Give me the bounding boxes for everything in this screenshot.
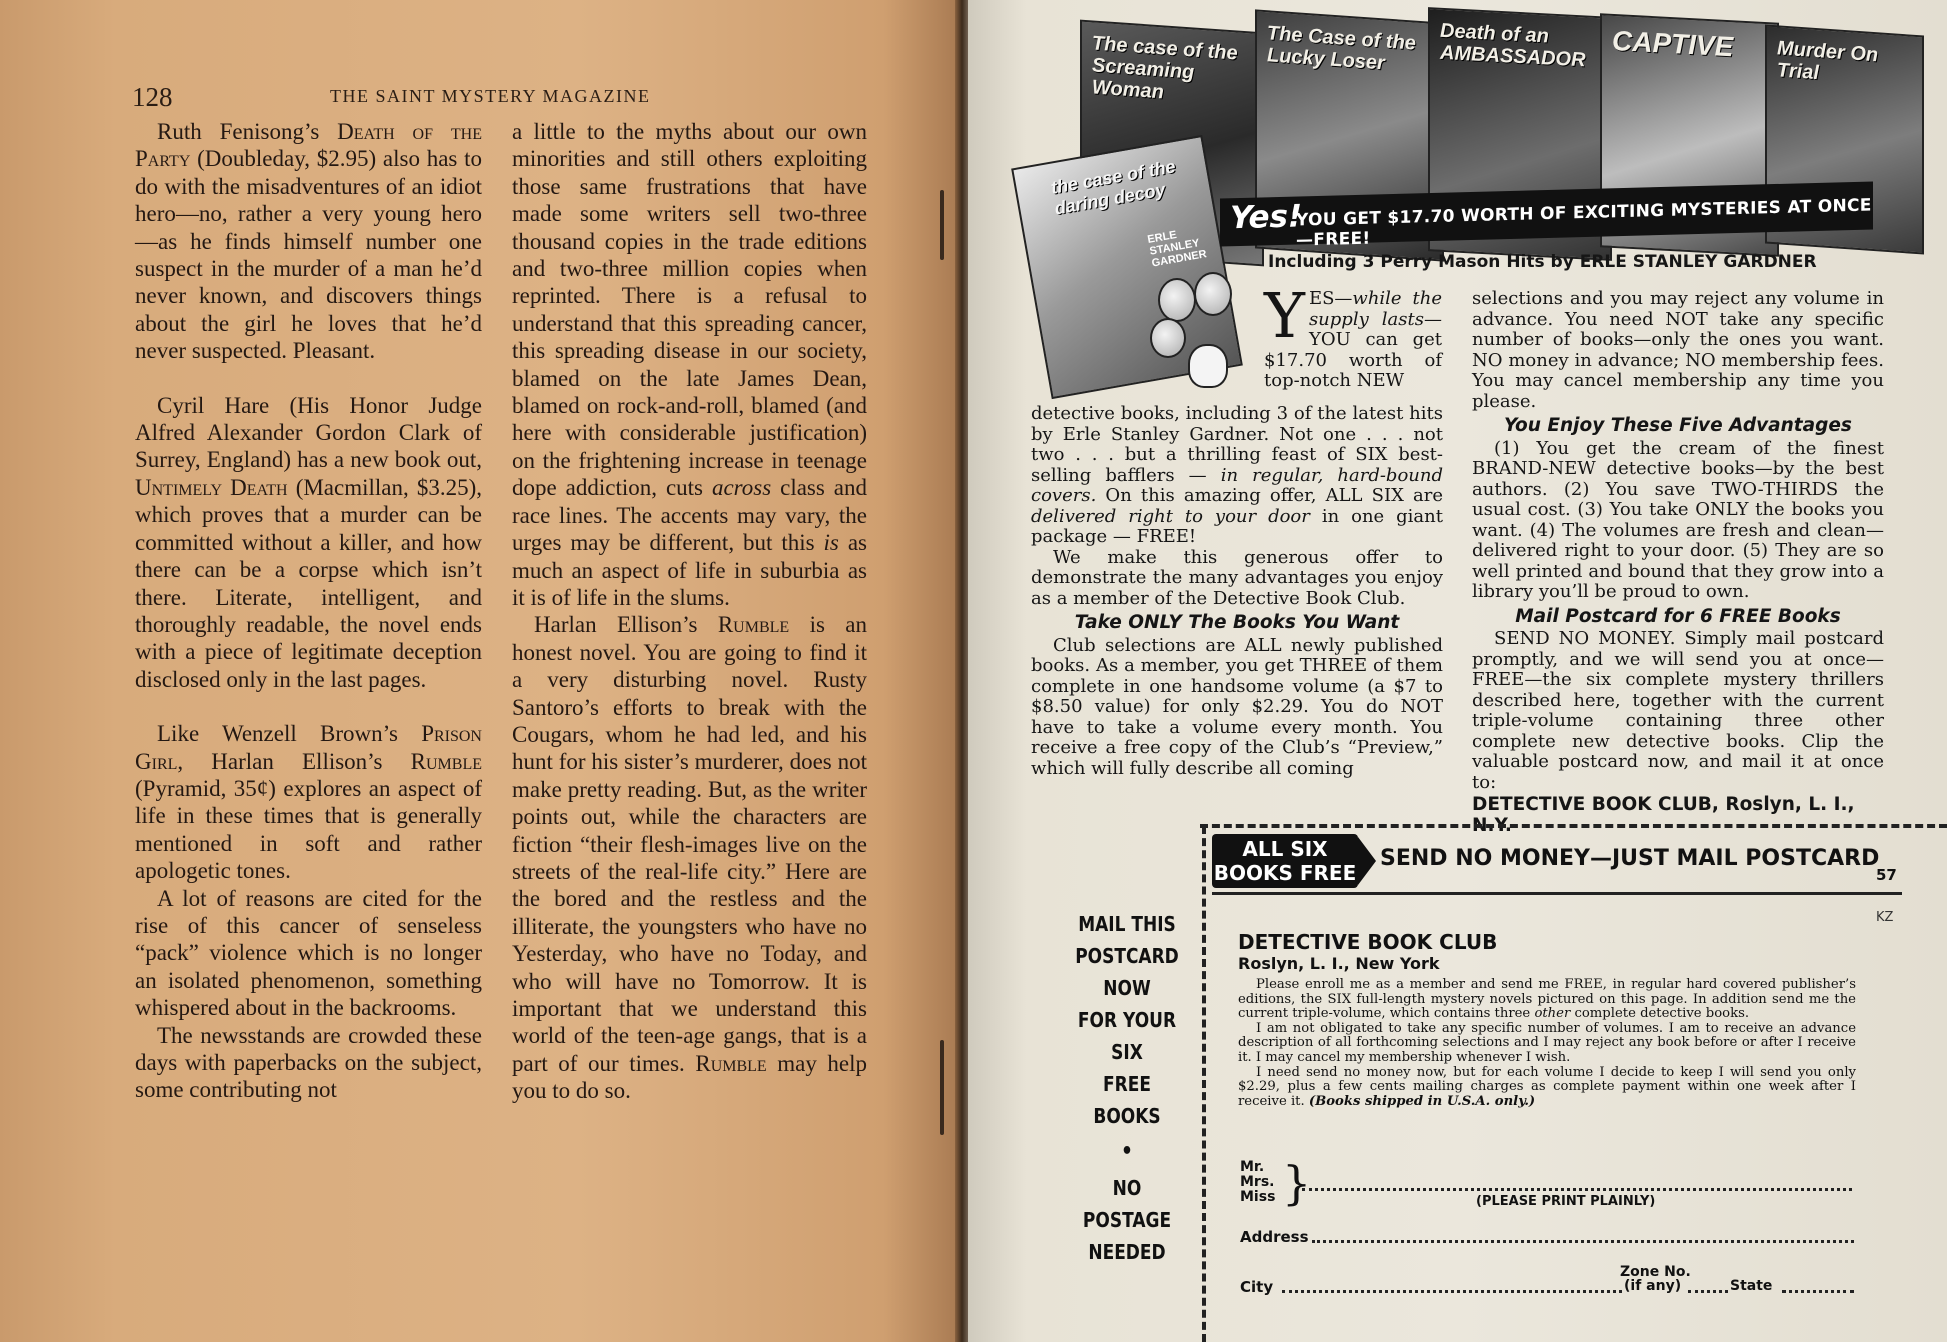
address-label: Address [1240, 1228, 1309, 1246]
face-icon [1194, 272, 1232, 316]
magazine-title: THE SAINT MYSTERY MAGAZINE [330, 86, 651, 106]
paragraph-fenisong: Ruth Fenisong’s Death of the Party (Doubleday, $2.95) also has to do with the misadventures of an idiot hero—no, rather a very young hero—as he finds himself number one suspect in the murder of a man he’d never known, and discovers things about the girl he loves that he’d never suspected. Pleasant. [135, 119, 482, 364]
card-code: KZ [1876, 910, 1894, 925]
cut-line-left[interactable] [1202, 826, 1206, 1342]
zone-field[interactable] [1688, 1290, 1728, 1293]
address-field[interactable] [1312, 1240, 1854, 1243]
paragraph-myths: a little to the myths about our own minorities and still others exploiting those same frustrations that have made some writers sell two-three thousand copies in the trade editions and two-three million copies when reprinted. There is a refusal to understand that this spreading cancer, this spreading disease in our society, blamed on the late James Dean, blamed on rock-and-roll, blamed (and here with considerable justification) on the frightening increase in teenage dope addiction, cuts across class and race lines. The accents may vary, the urges may be different, but this is as much an aspect of life in suburbia as it is of life in the slums. [512, 119, 867, 610]
including-line: Including 3 Perry Mason Hits by ERLE STANLEY GARDNER [1268, 252, 1817, 272]
ad-column-left: detective books, including 3 of the latest hits by Erle Stanley Gardner. Not one . . . not two . . . but a thrilling feast of SIX best-selling bafflers — in regular, hard-bound covers. On this amazing offer, ALL SIX are delivered right to your door in one giant package — FREE! We make this generous offer to demonstrate the many advantages you enjoy as a member of the Detective Book Club. Take ONLY The Books You Want Club selections are ALL newly published books. As a member, you get THREE of them complete in one handsome volume (a $7 to $8.50 value) for only $2.29. You do NOT have to take a volume every month. You receive a free copy of the Club’s “Preview,” which will fully describe all coming [1031, 403, 1443, 779]
banner-yes: Yes! [1230, 198, 1303, 237]
city-label: City [1240, 1278, 1274, 1296]
book-cover-ambassador: Death of an AMBASSADOR [1428, 7, 1612, 261]
name-field[interactable] [1302, 1188, 1852, 1191]
paragraph-newsstands: The newsstands are crowded these days with paperbacks on the subject, some contributing not [135, 1022, 482, 1103]
postcard-rule [1212, 892, 1902, 895]
book-cover-captive: CAPTIVE [1600, 13, 1779, 256]
print-plainly-note: (PLEASE PRINT PLAINLY) [1476, 1194, 1656, 1209]
skull-icon [1188, 344, 1228, 388]
book-title: Untimely Death [135, 474, 288, 500]
free-books-badge: ALL SIX BOOKS FREE [1212, 834, 1358, 888]
page-number: 128 [132, 82, 173, 112]
bullet-icon: • [1121, 1139, 1133, 1164]
enrollment-text: Please enroll me as a member and send me FREE, in regular hard covered publisher’s editions, the SIX full-length mystery novels pictured on this page. In addition send me the current triple-volume, which contains three other complete detective books. I am not obligated to take any specific number of volumes. I am to receive an advance description of all forthcoming selections and I may reject any book before or after I receive it. I may cancel my membership whenever I wish. I need send no money now, but for each volume I decide to keep I will send you only $2.29, plus a few cents mailing charges as complete payment within one week after I receive it. (Books shipped in U.S.A. only.) [1238, 977, 1856, 1109]
article-column-1 [135, 118, 482, 1104]
face-icon [1158, 278, 1196, 322]
book-title: Rumble [717, 612, 790, 638]
face-icon [1150, 318, 1186, 358]
heading-mail-postcard: Mail Postcard for 6 FREE Books [1515, 605, 1841, 627]
name-title-labels: Mr. Mrs. Miss [1240, 1159, 1276, 1205]
paragraph-rumble-intro: Like Wenzell Brown’s Prison Girl, Harlan Ellison’s Rumble (Pyramid, 35¢) explores an aspect of life in these times that is generally mentioned in soft and rather apologetic tones. [135, 721, 482, 884]
city-field[interactable] [1282, 1290, 1622, 1293]
zone-if-any: (if any) [1624, 1278, 1682, 1294]
article-column-2 [512, 118, 867, 1105]
book-title: Rumble [410, 748, 482, 774]
club-address: DETECTIVE BOOK CLUB, Roslyn, L. I., N.Y. [1472, 794, 1855, 836]
ad-intro: YES—while the supply lasts— YOU can get $17.70 worth of top-notch NEW [1264, 279, 1442, 391]
book-cover-daring-decoy: the case of the daring decoy ERLE STANLEY GARDNER [1011, 135, 1243, 399]
postcard-club-city: Roslyn, L. I., New York [1238, 954, 1440, 973]
book-cover-lucky-loser: The Case of the Lucky Loser [1255, 9, 1444, 261]
mail-this-notice: MAIL THIS POSTCARD NOW FOR YOUR SIX FREE BOOKS • NO POSTAGE NEEDED [1072, 908, 1183, 1268]
brace-icon: } [1282, 1156, 1312, 1210]
send-no-money-heading: SEND NO MONEY—JUST MAIL POSTCARD [1380, 846, 1880, 871]
card-number: 57 [1876, 866, 1897, 884]
paragraph-hare: Cyril Hare (His Honor Judge Alfred Alexander Gordon Clark of Surrey, England) has a new book out, Untimely Death (Macmillan, $3.25), which proves that a murder can be committed without a killer, and how there can be a corpse which isn’t there. Literate, intelligent, and thoroughly readable, the novel ends with a piece of legitimate deception disclosed only in the last pages. [135, 392, 482, 692]
heading-advantages: You Enjoy These Five Advantages [1504, 415, 1852, 436]
paragraph-violence: A lot of reasons are cited for the rise of this cancer of senseless “pack” violence which is no longer an isolated phenomenon, something whispered about in the backrooms. [135, 885, 482, 1021]
state-label: State [1730, 1278, 1773, 1294]
running-head [132, 82, 862, 110]
ad-column-right: selections and you may reject any volume in advance. You need NOT take any specific number of books—only the ones you want. NO money in advance; NO membership fees. You may cancel membership any time you please. You Enjoy These Five Advantages (1) You get the cream of the finest BRAND-NEW detective books—by the best authors. (2) You save TWO-THIRDS the usual cost. (3) You take ONLY the books you want. (4) The volumes are fresh and clean—delivered right to your door. (5) They are so well printed and bound that they grow into a library you’ll be proud to own. Mail Postcard for 6 FREE Books SEND NO MONEY. Simply mail postcard promptly, and we will send you at once—FREE—the six complete mystery thrillers described here, together with the current triple-volume containing three other complete new detective books. Clip the valuable postcard now, and mail it at once to: DETECTIVE BOOK CLUB, Roslyn, L. I., N.Y. [1472, 288, 1884, 836]
paragraph-rumble-review: Harlan Ellison’s Rumble is an honest novel. You are going to find it a very disturbing novel. Rusty Santoro’s efforts to break with the Cougars, whom he had led, and his hunt for his sister’s murderer, does not make pretty reading. But, as the writer points out, while the characters are fiction “their flesh-images live on the streets of the real-life city.” Here are the bored and the restless and the illiterate, the youngsters who have no Yesterday, who have no Today, and who will have no Tomorrow. It is important that we understand this world of the teen-age gangs, that is a part of our times. Rumble may help you to do so. [512, 612, 867, 1104]
drop-cap: Y [1264, 279, 1305, 352]
staple-top [940, 190, 944, 260]
page-gutter [955, 0, 969, 1342]
postcard-club-name: DETECTIVE BOOK CLUB [1238, 930, 1498, 954]
staple-bottom [940, 1040, 944, 1135]
book-title: Rumble [695, 1050, 767, 1076]
book-cover-murder-on-trial: Murder On Trial [1765, 24, 1924, 254]
state-field[interactable] [1782, 1290, 1854, 1293]
book-title: Prison Girl [135, 721, 482, 774]
book-cover-screaming-woman: The case of the Screaming Woman [1080, 20, 1264, 267]
heading-take-only: Take ONLY The Books You Want [1074, 612, 1400, 633]
zone-label: Zone No. [1620, 1264, 1691, 1280]
cut-line-top[interactable] [1200, 824, 1947, 828]
book-title: Death of the Party [135, 119, 482, 172]
banner-text: YOU GET $17.70 WORTH OF EXCITING MYSTERIES AT ONCE—FREE! [1296, 195, 1872, 251]
